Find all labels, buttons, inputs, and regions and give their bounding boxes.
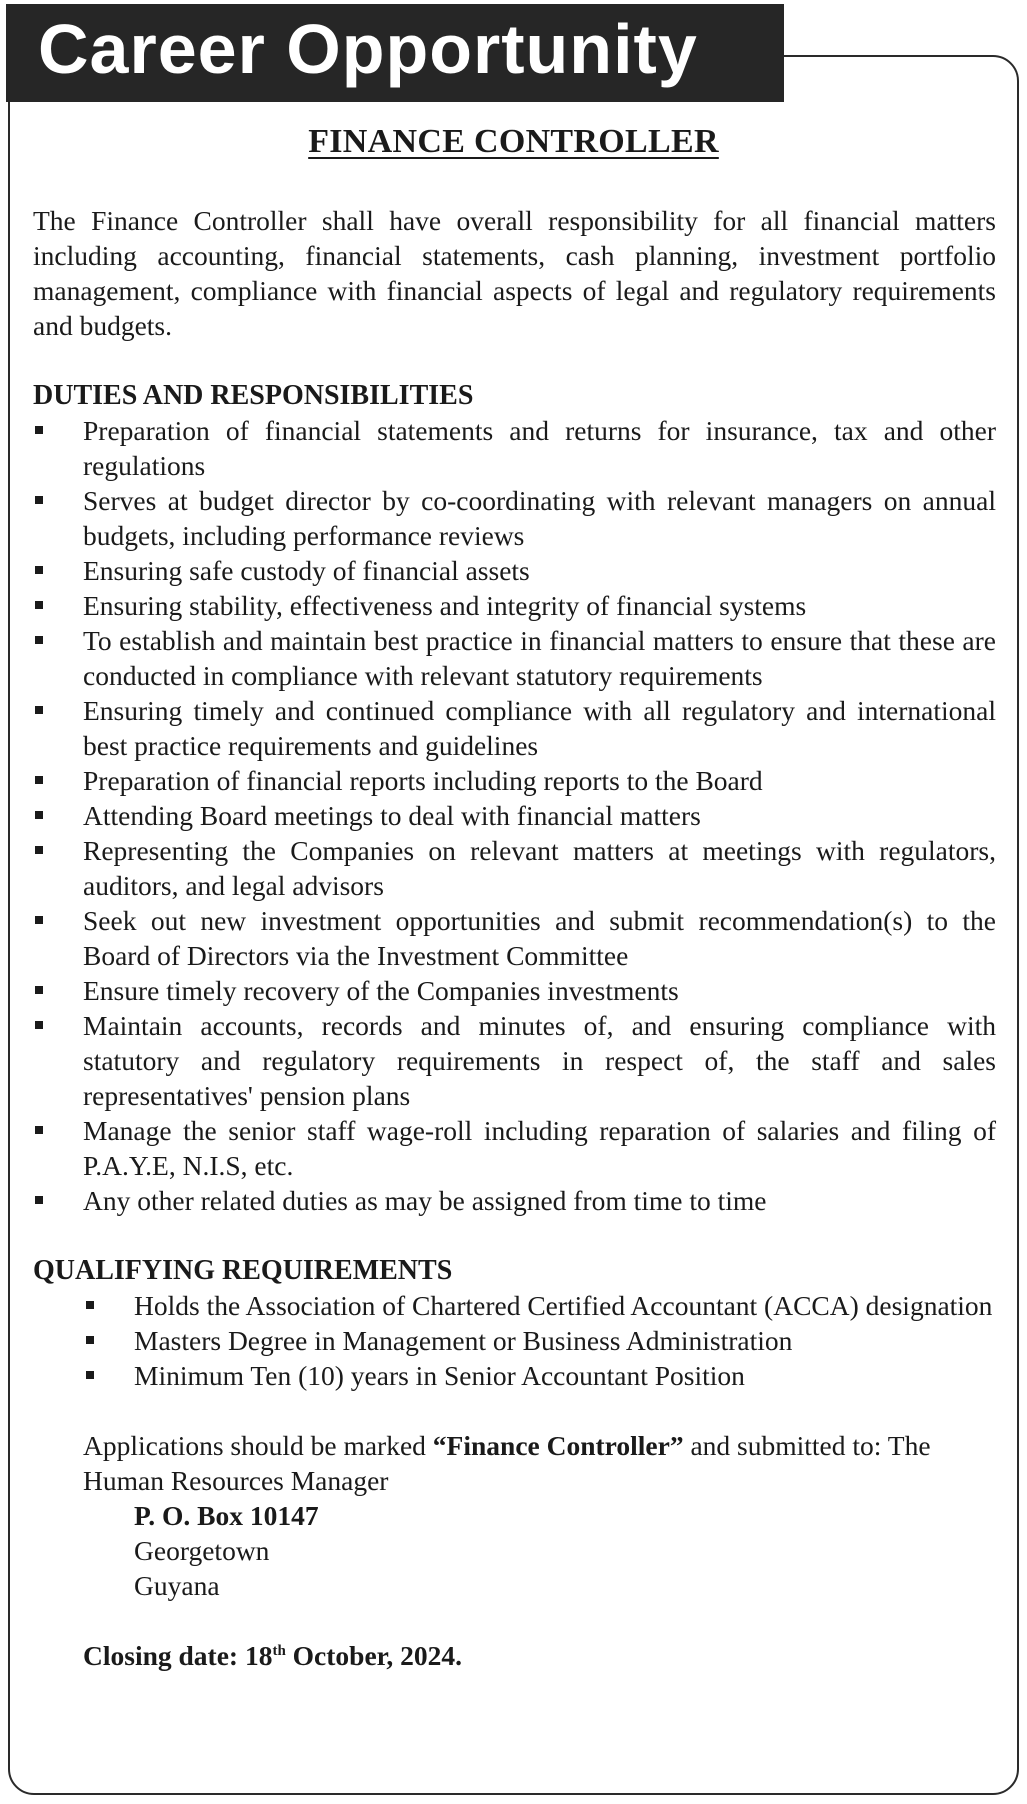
application-suffix: and submitted to: The Human Resources Manager xyxy=(83,1430,931,1496)
intro-paragraph: The Finance Controller shall have overall responsibility for all financial matters including accounting, financial statements, cash planning, investment portfolio management, compliance with financial aspects of legal and regulatory requirements and budgets. xyxy=(33,205,996,341)
duty-item-text: Ensure timely recovery of the Companies investments xyxy=(83,975,679,1006)
duty-item-text: Representing the Companies on relevant matters at meetings with regulators, auditors, and legal advisors xyxy=(83,835,996,901)
address-po-box: P. O. Box 10147 xyxy=(134,1500,319,1531)
closing-date-rest: October, 2024. xyxy=(285,1640,462,1671)
square-bullet-icon xyxy=(35,601,43,609)
requirement-item xyxy=(33,1358,996,1393)
address-country: Guyana xyxy=(134,1570,220,1601)
square-bullet-icon xyxy=(86,1336,94,1344)
requirement-item-text: Holds the Association of Chartered Certified Accountant (ACCA) designation xyxy=(134,1290,993,1321)
application-instructions xyxy=(33,1428,996,1603)
closing-date-suffix: th xyxy=(272,1643,286,1659)
requirements-list xyxy=(33,1288,996,1393)
duty-item-text: Seek out new investment opportunities and submit recommendation(s) to the Board of Directors via the Investment Committee xyxy=(83,905,996,971)
duty-item xyxy=(33,413,996,483)
duty-item-text: Preparation of financial reports including reports to the Board xyxy=(83,765,763,796)
closing-date xyxy=(33,1638,996,1673)
square-bullet-icon xyxy=(35,1196,43,1204)
duty-item xyxy=(33,833,996,903)
duties-list xyxy=(33,413,996,1218)
duty-item-text: Maintain accounts, records and minutes of, and ensuring compliance with statutory and regulatory requirements in respect of, the staff and sales representatives' pension plans xyxy=(83,1010,996,1111)
duty-item xyxy=(33,973,996,1008)
duty-item-text: Ensuring stability, effectiveness and integrity of financial systems xyxy=(83,590,807,621)
duty-item xyxy=(33,798,996,833)
square-bullet-icon xyxy=(35,986,43,994)
square-bullet-icon xyxy=(35,426,43,434)
closing-date-label: Closing date: 18 xyxy=(83,1640,273,1671)
square-bullet-icon xyxy=(35,776,43,784)
requirement-item xyxy=(33,1288,996,1323)
duty-item xyxy=(33,588,996,623)
duty-item-text: Manage the senior staff wage-roll including reparation of salaries and filing of P.A.Y.E, N.I.S, etc. xyxy=(83,1115,996,1181)
square-bullet-icon xyxy=(35,811,43,819)
duties-heading: DUTIES AND RESPONSIBILITIES xyxy=(33,380,474,411)
duty-item-text: Attending Board meetings to deal with financial matters xyxy=(83,800,701,831)
position-title xyxy=(0,123,1027,161)
duty-item xyxy=(33,1113,996,1183)
square-bullet-icon xyxy=(35,566,43,574)
advert-body xyxy=(33,203,996,1673)
square-bullet-icon xyxy=(35,1021,43,1029)
square-bullet-icon xyxy=(35,1126,43,1134)
duty-item-text: Preparation of financial statements and returns for insurance, tax and other regulations xyxy=(83,415,996,481)
header-banner xyxy=(6,4,784,102)
square-bullet-icon xyxy=(86,1371,94,1379)
application-marked-as: “Finance Controller” xyxy=(432,1430,684,1461)
duty-item-text: Any other related duties as may be assigned from time to time xyxy=(83,1185,767,1216)
duty-item-text: Ensuring safe custody of financial assets xyxy=(83,555,530,586)
banner-title: Career Opportunity xyxy=(38,10,698,88)
duty-item-text: Ensuring timely and continued compliance with all regulatory and international best practice requirements and guidelines xyxy=(83,695,996,761)
duty-item xyxy=(33,693,996,763)
square-bullet-icon xyxy=(35,916,43,924)
duty-item xyxy=(33,763,996,798)
requirements-heading: QUALIFYING REQUIREMENTS xyxy=(33,1255,453,1286)
duty-item xyxy=(33,903,996,973)
duty-item xyxy=(33,483,996,553)
square-bullet-icon xyxy=(35,496,43,504)
duty-item xyxy=(33,1183,996,1218)
mailing-address xyxy=(83,1498,996,1603)
requirement-item-text: Minimum Ten (10) years in Senior Accountant Position xyxy=(134,1360,745,1391)
duty-item xyxy=(33,623,996,693)
square-bullet-icon xyxy=(35,846,43,854)
application-prefix: Applications should be marked xyxy=(83,1430,433,1461)
position-title-text: FINANCE CONTROLLER xyxy=(308,123,719,160)
duty-item xyxy=(33,553,996,588)
application-text xyxy=(83,1428,996,1498)
address-city: Georgetown xyxy=(134,1535,270,1566)
duty-item-text: Serves at budget director by co-coordinating with relevant managers on annual budgets, including performance reviews xyxy=(83,485,996,551)
square-bullet-icon xyxy=(86,1301,94,1309)
requirement-item xyxy=(33,1323,996,1358)
duty-item xyxy=(33,1008,996,1113)
square-bullet-icon xyxy=(35,636,43,644)
square-bullet-icon xyxy=(35,706,43,714)
duty-item-text: To establish and maintain best practice in financial matters to ensure that these are conducted in compliance with relevant statutory requirements xyxy=(83,625,996,691)
requirement-item-text: Masters Degree in Management or Business Administration xyxy=(134,1325,793,1356)
